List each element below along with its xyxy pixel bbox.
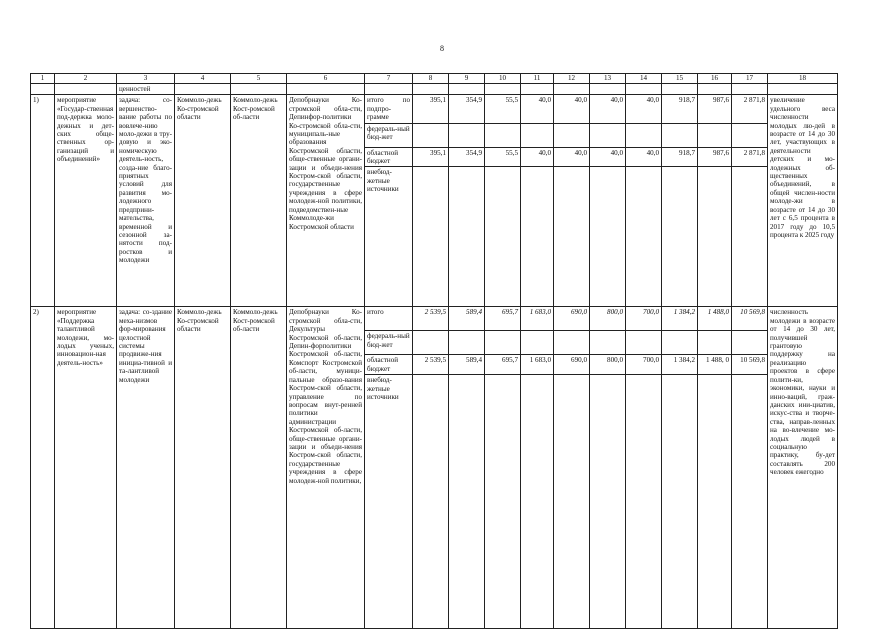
value-cell: 354,9: [449, 95, 485, 123]
value-cell: [521, 331, 554, 355]
value-cell: 1 384,2: [662, 355, 698, 375]
column-header: 10: [485, 74, 521, 84]
value-cell: [521, 375, 554, 629]
funding-source: итого по подпро-грамме: [365, 95, 413, 123]
funding-source: внебюд-жетные источники: [365, 167, 413, 307]
value-cell: [449, 375, 485, 629]
responsible-executor: Коммоло-дежь Ко-стромской области: [175, 95, 231, 307]
expected-result: увеличение удельного веса численности молодых лю-дей в возрасте от 14 до 30 лет, участвующих в деятельности детских и мо-лодежных об-щественных объединений, в общей числен-ности молоде-жи в возрасте от 14 до 30 лет с 6,5 процента в 2017 году до 10,5 процента к 2025 году: [768, 95, 838, 307]
value-cell: 1 683,0: [521, 307, 554, 331]
event-name: мероприятие «Государ-ственная под-держка моло-дежных и дет-ских обще-ственных ор-ганизаций и объединений»: [55, 95, 117, 307]
column-header: 16: [698, 74, 732, 84]
value-cell: [698, 375, 732, 629]
task-text: задача: со-вершенство-вание работы по вовлече-нию моло-дежи в тру-довую и эко-номическую деятель-ность, созда-ние благо-приятных условий для развития мо-лодежного предприни-мательства, временной и сезонной за-нятости под-ростков и молодежи: [117, 95, 175, 307]
funding-source: федераль-ный бюд-жет: [365, 123, 413, 147]
value-cell: [590, 331, 626, 355]
value-cell: 55,5: [485, 95, 521, 123]
value-cell: [590, 167, 626, 307]
value-cell: [449, 123, 485, 147]
co-executors: Депобрнауки Ко-стромской обла-сти, Депинфор-политики Ко-стромской обла-сти, муниципаль-ные образования Костромской области, обще-ственные органи-зации и объеди-нения Костром-ской области, государственные учреждения в сфере молодеж-ной политики, подведомствен-ные Коммолоде-жи Костромской области: [287, 95, 365, 307]
value-cell: 395,1: [413, 147, 449, 167]
column-header: 12: [554, 74, 590, 84]
value-cell: 695,7: [485, 355, 521, 375]
value-cell: [732, 123, 768, 147]
column-header: 8: [413, 74, 449, 84]
column-header: 3: [117, 74, 175, 84]
value-cell: 690,0: [554, 307, 590, 331]
value-cell: [698, 167, 732, 307]
value-cell: 55,5: [485, 147, 521, 167]
value-cell: [554, 331, 590, 355]
value-cell: [413, 375, 449, 629]
column-header: 13: [590, 74, 626, 84]
value-cell: [554, 375, 590, 629]
value-cell: [698, 331, 732, 355]
value-cell: [413, 123, 449, 147]
funding-source: областной бюджет: [365, 355, 413, 375]
funding-source: итого: [365, 307, 413, 331]
item-number: 1): [31, 95, 55, 307]
value-cell: [554, 167, 590, 307]
value-cell: [626, 375, 662, 629]
value-cell: 395,1: [413, 95, 449, 123]
value-cell: [732, 375, 768, 629]
value-cell: 2 539,5: [413, 307, 449, 331]
value-cell: 40,0: [554, 147, 590, 167]
value-cell: [449, 331, 485, 355]
column-header: 7: [365, 74, 413, 84]
value-cell: [485, 123, 521, 147]
value-cell: 1 488, 0: [698, 355, 732, 375]
carry-over-text: ценностей: [117, 84, 175, 95]
value-cell: [449, 167, 485, 307]
table-row: [31, 307, 838, 331]
value-cell: 1 488,0: [698, 307, 732, 331]
column-header: 9: [449, 74, 485, 84]
value-cell: [662, 167, 698, 307]
value-cell: 589,4: [449, 355, 485, 375]
value-cell: 1 683,0: [521, 355, 554, 375]
header-row: [31, 74, 838, 84]
value-cell: [590, 123, 626, 147]
value-cell: 700,0: [626, 355, 662, 375]
expected-result: численность молодежи в возрасте от 14 до 30 лет, получившей грантовую поддержку на реализацию проектов в сфере полити-ки, экономики, науки и инно-ваций, граж-данских ини-циатив, искус-ства и творче-ства, направ-ленных на во-влечение мо-лодых людей в социальную практику, бу-дет составлять 200 человек ежегодно: [768, 307, 838, 629]
funding-source: областной бюджет: [365, 147, 413, 167]
value-cell: [485, 331, 521, 355]
task-text: задача: со-здание меха-низмов фор-мирования целостной системы продвиже-ния инициа-тивной и та-лантливой молодежи: [117, 307, 175, 629]
column-header: 2: [55, 74, 117, 84]
column-header: 1: [31, 74, 55, 84]
value-cell: 800,0: [590, 355, 626, 375]
item-number: 2): [31, 307, 55, 629]
value-cell: [554, 123, 590, 147]
value-cell: [662, 123, 698, 147]
carry-over-row: [31, 84, 838, 95]
value-cell: [485, 167, 521, 307]
value-cell: [662, 375, 698, 629]
value-cell: [626, 167, 662, 307]
value-cell: 1 384,2: [662, 307, 698, 331]
value-cell: 40,0: [590, 95, 626, 123]
value-cell: 10 569,8: [732, 355, 768, 375]
value-cell: [521, 167, 554, 307]
program-table: [30, 73, 838, 629]
column-header: 6: [287, 74, 365, 84]
value-cell: 40,0: [590, 147, 626, 167]
column-header: 4: [175, 74, 231, 84]
value-cell: 40,0: [554, 95, 590, 123]
customer: Коммоло-дежь Кост-ромской об-ласти: [231, 307, 287, 629]
page-number: 8: [440, 44, 444, 53]
value-cell: 987,6: [698, 147, 732, 167]
column-header: 11: [521, 74, 554, 84]
value-cell: 987,6: [698, 95, 732, 123]
value-cell: [732, 167, 768, 307]
value-cell: 2 871,8: [732, 95, 768, 123]
value-cell: 354,9: [449, 147, 485, 167]
value-cell: 918,7: [662, 95, 698, 123]
value-cell: 589,4: [449, 307, 485, 331]
value-cell: 40,0: [626, 147, 662, 167]
value-cell: [626, 123, 662, 147]
value-cell: 40,0: [626, 95, 662, 123]
value-cell: [698, 123, 732, 147]
value-cell: [626, 331, 662, 355]
column-header: 15: [662, 74, 698, 84]
co-executors: Депобрнауки Ко-стромской обла-сти, Декультуры Костромской об-ласти, Депин-форполитики Костромской об-ласти, Комспорт Костромской об-ласти, муници-пальные образо-вания Костром-ской области, управление по вопросам внут-ренней политики администрации Костромской об-ласти, обще-ственные органи-зации и объеди-нения Костром-ской области, государственные учреждения в сфере молодеж-ной политики,: [287, 307, 365, 629]
value-cell: [590, 375, 626, 629]
value-cell: [732, 331, 768, 355]
value-cell: 2 871,8: [732, 147, 768, 167]
customer: Коммоло-дежь Кост-ромской об-ласти: [231, 95, 287, 307]
value-cell: 918,7: [662, 147, 698, 167]
column-header: 14: [626, 74, 662, 84]
value-cell: 800,0: [590, 307, 626, 331]
value-cell: [413, 331, 449, 355]
value-cell: [662, 331, 698, 355]
table-row: [31, 95, 838, 123]
funding-source: федераль-ный бюд-жет: [365, 331, 413, 355]
event-name: мероприятие «Поддержка талантливой молодежи, мо-лодых ученых, инновацион-ная деятель-ность»: [55, 307, 117, 629]
column-header: 5: [231, 74, 287, 84]
value-cell: [413, 167, 449, 307]
value-cell: 700,0: [626, 307, 662, 331]
value-cell: [521, 123, 554, 147]
value-cell: 10 569,8: [732, 307, 768, 331]
value-cell: 40,0: [521, 147, 554, 167]
column-header: 18: [768, 74, 838, 84]
value-cell: 40,0: [521, 95, 554, 123]
value-cell: 2 539,5: [413, 355, 449, 375]
funding-source: внебюд-жетные источники: [365, 375, 413, 629]
responsible-executor: Коммоло-дежь Ко-стромской области: [175, 307, 231, 629]
value-cell: [485, 375, 521, 629]
value-cell: 695,7: [485, 307, 521, 331]
column-header: 17: [732, 74, 768, 84]
value-cell: 690,0: [554, 355, 590, 375]
